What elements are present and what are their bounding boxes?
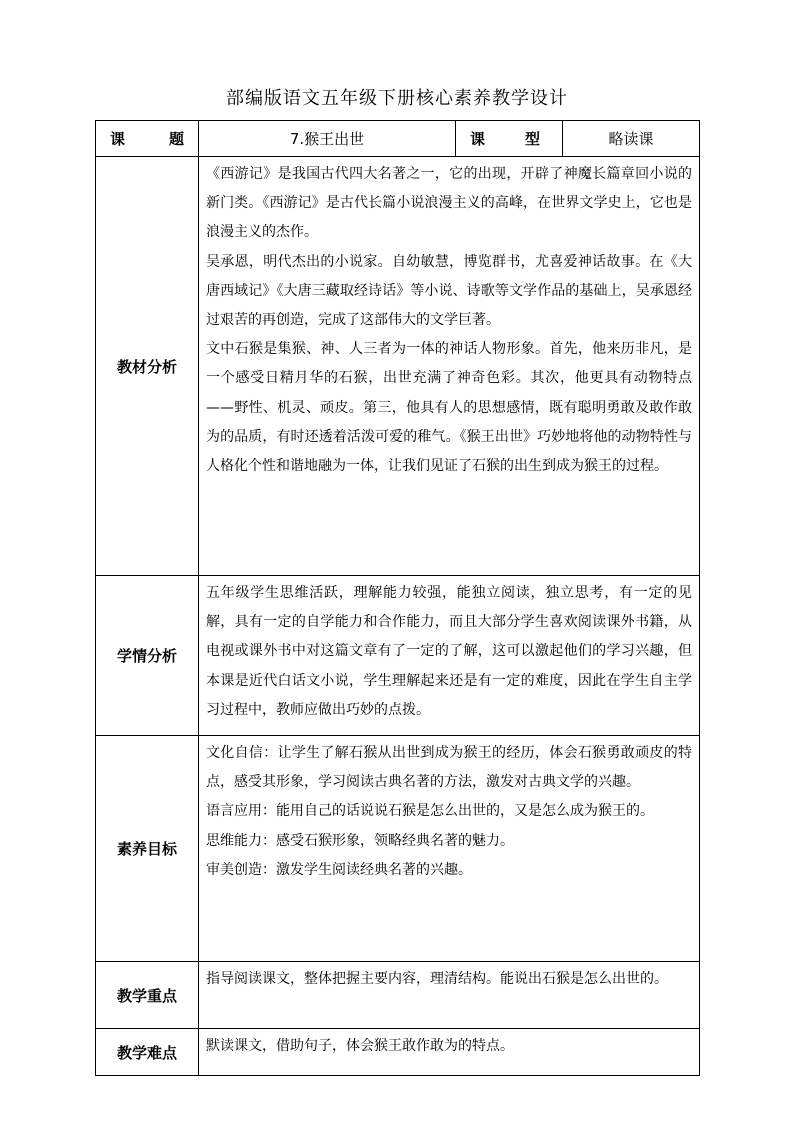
literacy-goals-content <box>199 736 700 962</box>
material-analysis-content <box>199 157 700 576</box>
material-analysis-row <box>96 157 700 576</box>
lesson-title: 7.猴王出世 <box>199 121 456 157</box>
lesson-type-value: 略读课 <box>563 121 700 157</box>
header-row <box>96 121 700 157</box>
literacy-goals-label: 素养目标 <box>96 736 199 962</box>
key-points-row <box>96 962 700 1029</box>
type-label-char-2: 型 <box>524 130 540 148</box>
goal-language-use: 语言应用：能用自己的话说说石猴是怎么出世的，又是怎么成为猴王的。 <box>206 803 654 820</box>
document-title: 部编版语文五年级下册核心素养教学设计 <box>226 88 568 109</box>
goal-thinking-ability: 思维能力：感受石猴形象，领略经典名著的魅力。 <box>206 832 514 849</box>
material-analysis-label: 教材分析 <box>96 157 199 576</box>
key-points-content <box>199 962 700 1029</box>
learner-analysis-row <box>96 576 700 736</box>
difficulties-paragraph: 默读课文，借助句子，体会猴王敢作敢为的特点。 <box>206 1038 514 1054</box>
material-analysis-paragraph: 《西游记》是我国古代四大名著之一，它的出现，开辟了神魔长篇章回小说的新门类。《西游记》是古代长篇小说浪漫主义的高峰，在世界文学史上，它也是浪漫主义的杰作。 <box>206 166 692 241</box>
learner-analysis-content <box>199 576 700 736</box>
key-points-paragraph: 指导阅读课文，整体把握主要内容，理清结构。能说出石猴是怎么出世的。 <box>206 971 668 987</box>
learner-analysis-label: 学情分析 <box>96 576 199 736</box>
literacy-goals-row <box>96 736 700 962</box>
material-analysis-paragraph: 吴承恩，明代杰出的小说家。自幼敏慧，博览群书，尤喜爱神话故事。在《大唐西域记》《大唐三藏取经诗话》等小说、诗歌等文学作品的基础上，吴承恩经过艰苦的再创造，完成了这部伟大的文学巨著。 <box>206 253 692 329</box>
lesson-plan-table <box>95 120 700 1076</box>
material-analysis-paragraph: 文中石猴是集猴、神、人三者为一体的神话人物形象。首先，他来历非凡，是一个感受日精月华的石猴，出世充满了神奇色彩。其次，他更具有动物特点——野性、机灵、顽皮。第三，他具有人的思想感情，既有聪明勇敢及敢作敢为的品质，有时还透着活泼可爱的稚气。《猴王出世》巧妙地将他的动物特性与人格化个性和谐地融为一体，让我们见证了石猴的出生到成为猴王的过程。 <box>206 341 692 475</box>
goal-cultural-confidence: 文化自信：让学生了解石猴从出世到成为猴王的经历，体会石猴勇敢顽皮的特点，感受其形象，学习阅读古典名著的方法，激发对古典文学的兴趣。 <box>206 745 692 791</box>
difficulties-content <box>199 1029 700 1076</box>
type-label-char-1: 课 <box>470 130 486 148</box>
topic-label-char-1: 课 <box>110 130 126 148</box>
difficulties-label: 教学难点 <box>96 1029 199 1076</box>
goal-aesthetic-creation: 审美创造：激发学生阅读经典名著的兴趣。 <box>206 861 472 878</box>
topic-label-cell <box>96 121 199 157</box>
key-points-label: 教学重点 <box>96 962 199 1029</box>
type-label-cell <box>456 121 563 157</box>
topic-label-char-2: 题 <box>168 130 184 148</box>
learner-analysis-paragraph: 五年级学生思维活跃，理解能力较强，能独立阅读，独立思考，有一定的见解，具有一定的自学能力和合作能力，而且大部分学生喜欢阅读课外书籍，从电视或课外书中对这篇文章有了一定的了解，这可以激起他们的学习兴趣，但本课是近代白话文小说，学生理解起来还是有一定的难度，因此在学生自主学习过程中，教师应做出巧妙的点拨。 <box>206 585 692 718</box>
difficulties-row <box>96 1029 700 1076</box>
